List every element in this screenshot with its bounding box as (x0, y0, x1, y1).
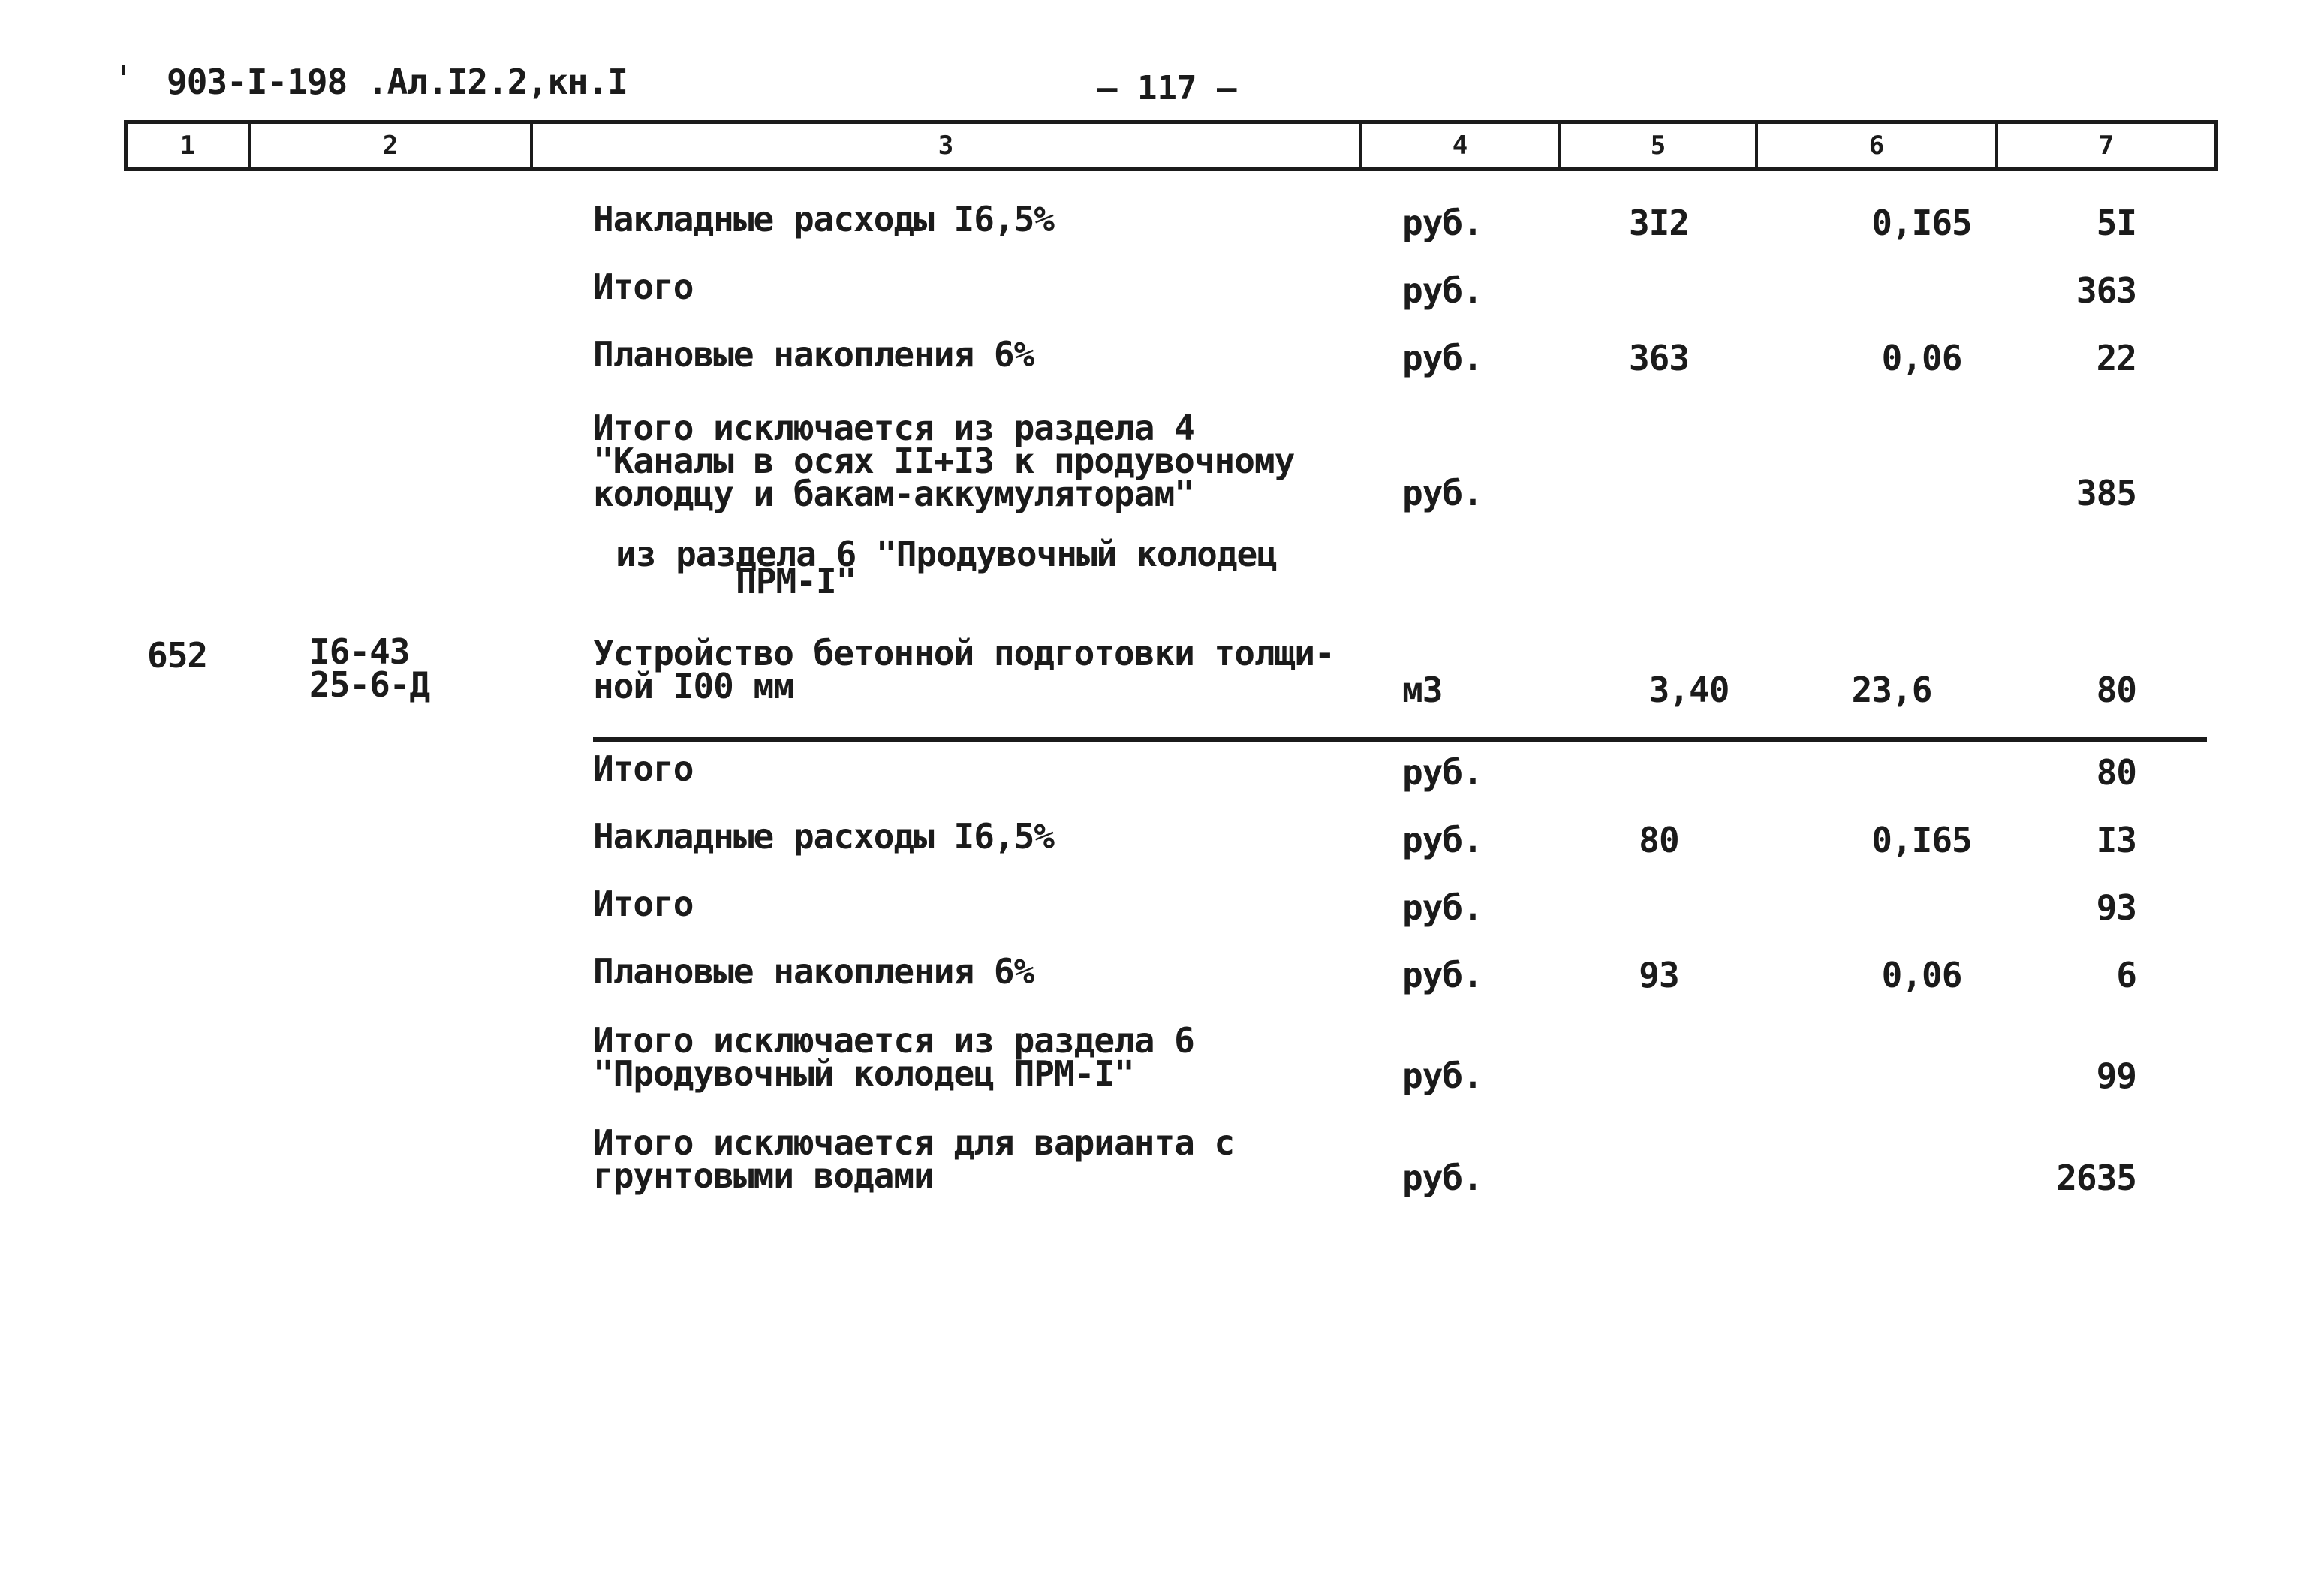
row-description: Плановые накопления 6% (593, 334, 1034, 375)
row-total: 80 (2096, 670, 2136, 710)
row-description: Устройство бетонной подготовки толщи- ной I00 мм (593, 633, 1335, 706)
column-header-1: 1 (179, 131, 196, 161)
row-quantity: 93 (1639, 955, 1679, 995)
row-quantity: 80 (1639, 820, 1679, 860)
page-number: — 117 — (1097, 69, 1237, 107)
row-total: I3 (2096, 820, 2136, 860)
column-header-4: 4 (1359, 124, 1558, 167)
row-unit: руб. (1402, 1055, 1483, 1096)
row-description: Итого (593, 748, 694, 789)
row-unit: м3 (1402, 670, 1443, 710)
row-unit: руб. (1402, 820, 1483, 860)
row-description: Накладные расходы I6,5% (593, 199, 1054, 239)
row-rate: 0,I65 (1871, 203, 1972, 243)
row-total: 5I (2096, 203, 2136, 243)
row-total: 6 (2116, 955, 2136, 995)
row-unit: руб. (1402, 338, 1483, 378)
column-header-6: 6 (1755, 124, 1995, 167)
column-header-5: 5 (1558, 124, 1755, 167)
row-description: Итого (593, 884, 694, 924)
row-quantity: 3I2 (1628, 203, 1690, 243)
row-unit: руб. (1402, 203, 1483, 243)
row-rate: 23,6 (1851, 670, 1932, 710)
document-code: 903-I-198 .Ал.I2.2,кн.I (167, 62, 628, 102)
row-unit: руб. (1402, 955, 1483, 995)
margin-mark (122, 65, 125, 75)
row-description: Плановые накопления 6% (593, 951, 1034, 992)
column-header-3: 3 (530, 124, 1359, 167)
row-description: Итого исключается из раздела 6 "Продувочный колодец ПРМ-I" (593, 1020, 1194, 1094)
section-divider (593, 737, 2207, 742)
row-code: I6-43 25-6-Д (309, 631, 430, 705)
row-unit: руб. (1402, 1158, 1483, 1198)
row-total: 22 (2096, 338, 2136, 378)
row-quantity: 363 (1628, 338, 1690, 378)
row-quantity: 3,40 (1648, 670, 1730, 710)
row-description: Итого (593, 267, 694, 307)
row-rate: 0,06 (1881, 955, 1962, 995)
row-description: Накладные расходы I6,5% (593, 816, 1054, 857)
row-total: 93 (2096, 887, 2136, 928)
row-total: 385 (2076, 473, 2136, 513)
column-header-7: 7 (1995, 124, 2214, 167)
row-total: 363 (2076, 270, 2136, 311)
row-unit: руб. (1402, 270, 1483, 311)
row-total: 2635 (2056, 1158, 2136, 1198)
column-header-row (124, 120, 2218, 171)
row-unit: руб. (1402, 752, 1483, 793)
row-number: 652 (147, 635, 208, 676)
row-unit: руб. (1402, 887, 1483, 928)
row-rate: 0,06 (1881, 338, 1962, 378)
row-total: 80 (2096, 752, 2136, 793)
column-header-2: 2 (248, 124, 530, 167)
row-total: 99 (2096, 1055, 2136, 1096)
row-unit: руб. (1402, 473, 1483, 513)
row-description: Итого исключается для варианта с грунтовыми водами (593, 1122, 1235, 1196)
row-description: Итого исключается из раздела 4 "Каналы в осях II+I3 к продувочному колодцу и бакам-аккумуляторам" (593, 408, 1295, 514)
row-description: из раздела 6 "Продувочный колодец ПРМ-I" (616, 534, 1277, 601)
row-rate: 0,I65 (1871, 820, 1972, 860)
